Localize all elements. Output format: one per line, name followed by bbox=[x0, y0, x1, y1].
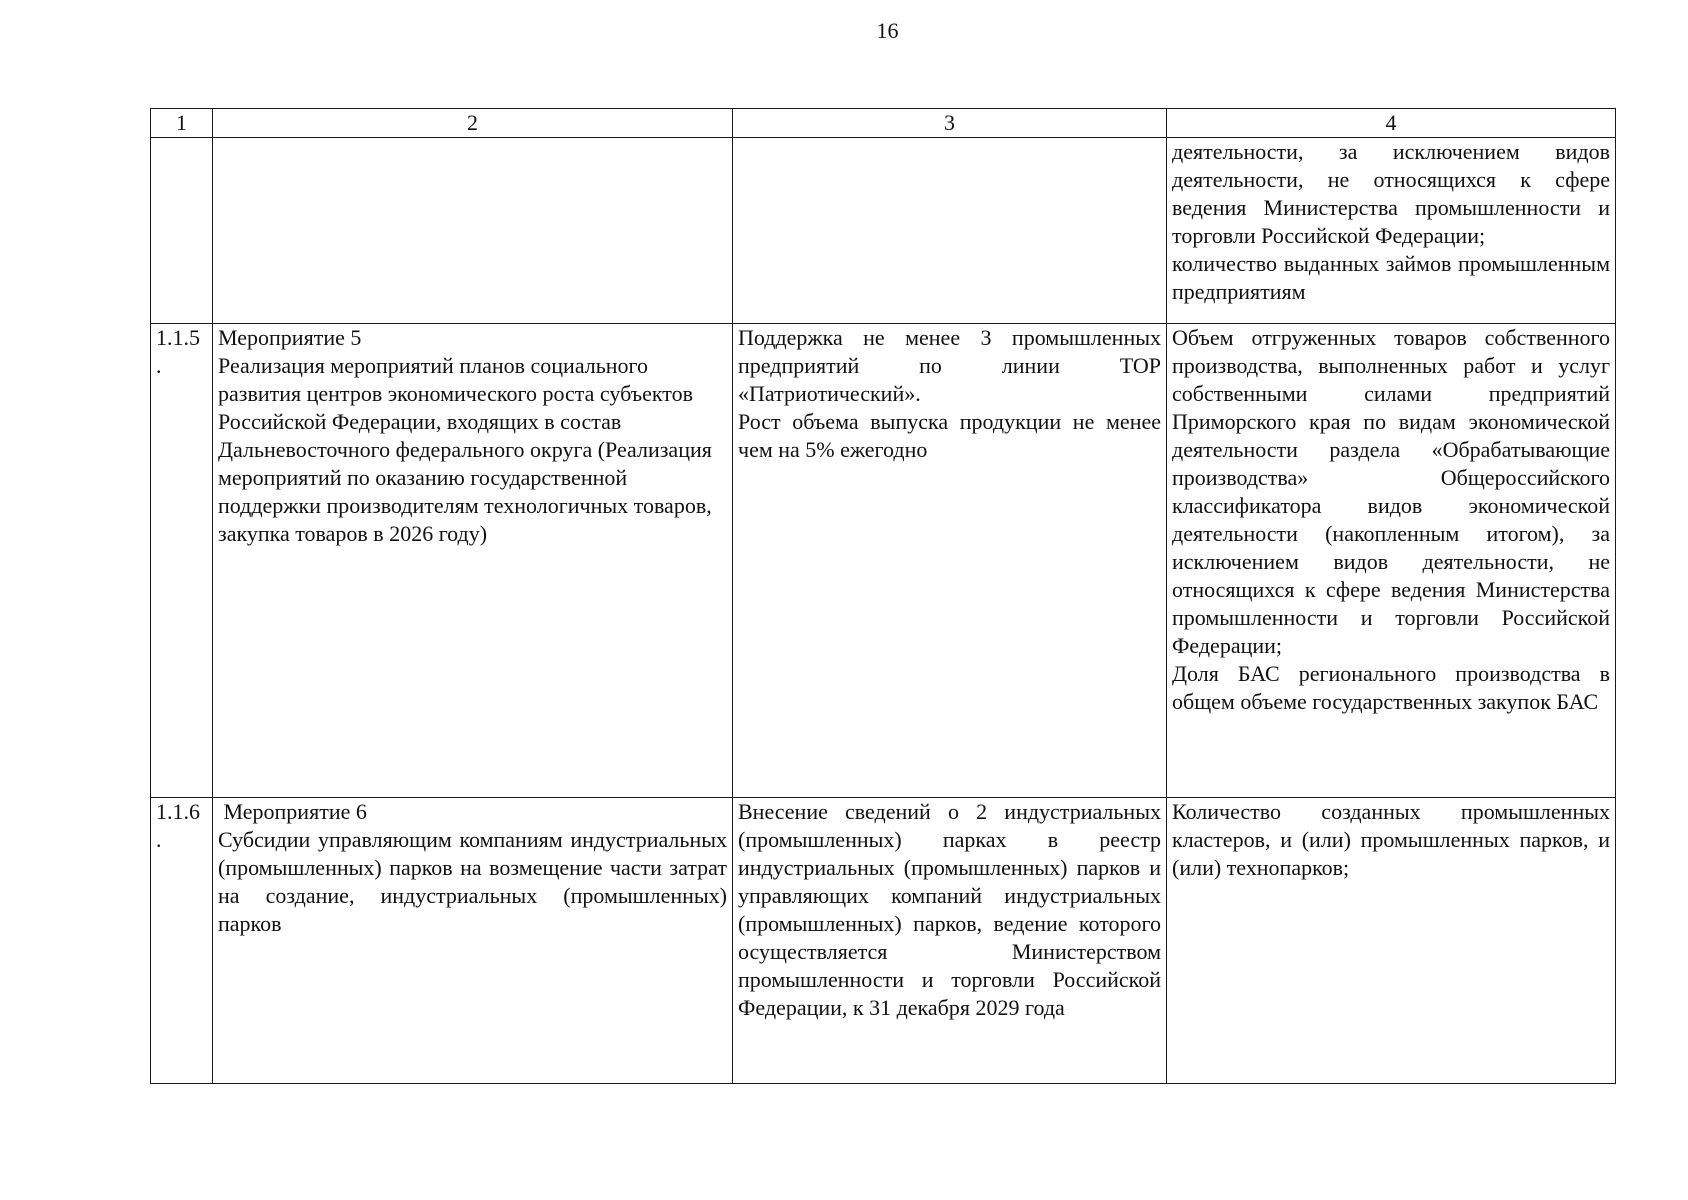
column-header-1: 1 bbox=[151, 109, 213, 138]
result-text: Внесение сведений о 2 индустриальных (промышленных) парках в реестр индустриальных (промышленных) парков и управляющих компаний индустриальных (промышленных) парков, ведение которого осуществляется Министерством промышленности и торговли Российской Федерации, к 31 декабря 2029 года bbox=[738, 799, 1161, 1020]
column-header-3: 3 bbox=[733, 109, 1167, 138]
measure-cell bbox=[213, 798, 733, 1084]
result-cell bbox=[733, 138, 1167, 324]
column-header-4: 4 bbox=[1167, 109, 1616, 138]
indicator-text: Количество созданных промышленных кластеров, и (или) промышленных парков, и (или) технопарков; bbox=[1172, 799, 1610, 880]
table-row bbox=[151, 324, 1616, 798]
table-row bbox=[151, 138, 1616, 324]
measure-cell bbox=[213, 138, 733, 324]
result-cell bbox=[733, 798, 1167, 1084]
result-text: Рост объема выпуска продукции не менее чем на 5% ежегодно bbox=[738, 409, 1161, 462]
indicators-cell bbox=[1167, 138, 1616, 324]
row-number: 1.1.5 . bbox=[151, 324, 213, 798]
result-text: Поддержка не менее 3 промышленных предприятий по линии ТОР «Патриотический». bbox=[738, 325, 1161, 406]
measure-title: Мероприятие 5 bbox=[218, 325, 362, 350]
row-number: 1.1.6 . bbox=[151, 798, 213, 1084]
page-number: 16 bbox=[876, 18, 899, 43]
indicators-cell bbox=[1167, 324, 1616, 798]
table-row bbox=[151, 798, 1616, 1084]
indicator-text: количество выданных займов промышленным предприятиям bbox=[1172, 251, 1610, 304]
measure-title: Мероприятие 6 bbox=[218, 799, 367, 824]
indicator-text: Объем отгруженных товаров собственного производства, выполненных работ и услуг собственными силами предприятий Приморского края по видам экономической деятельности раздела «Обрабатывающие производства» Общероссийского классификатора видов экономической деятельности (накопленным итогом), за исключением видов деятельности, не относящихся к сфере ведения Министерства промышленности и торговли Российской Федерации; bbox=[1172, 325, 1610, 658]
indicator-text: деятельности, за исключением видов деятельности, не относящихся к сфере ведения Министерства промышленности и торговли Российской Федерации; bbox=[1172, 139, 1610, 248]
indicators-cell bbox=[1167, 798, 1616, 1084]
indicator-text: Доля БАС регионального производства в общем объеме государственных закупок БАС bbox=[1172, 661, 1610, 714]
table-header-row bbox=[151, 109, 1616, 138]
result-cell bbox=[733, 324, 1167, 798]
document-table bbox=[150, 108, 1616, 1084]
row-number bbox=[151, 138, 213, 324]
measure-cell bbox=[213, 324, 733, 798]
column-header-2: 2 bbox=[213, 109, 733, 138]
measure-description: Реализация мероприятий планов социального развития центров экономического роста субъектов Российской Федерации, входящих в состав Дальневосточного федерального округа (Реализация мероприятий по оказанию государственной поддержки производителям технологичных товаров, закупка товаров в 2026 году) bbox=[218, 353, 712, 546]
measure-description: Субсидии управляющим компаниям индустриальных (промышленных) парков на возмещение части затрат на создание, индустриальных (промышленных) парков bbox=[218, 827, 727, 936]
